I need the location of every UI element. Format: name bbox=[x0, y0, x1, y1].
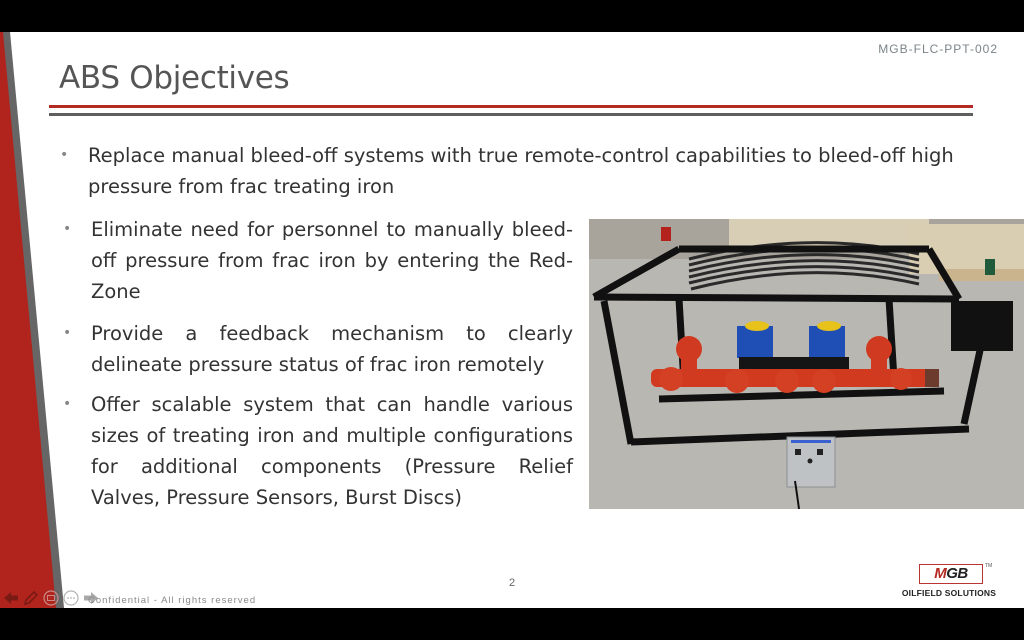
trademark-symbol: TM bbox=[985, 563, 993, 569]
logo-mark bbox=[919, 564, 983, 584]
bullet-item bbox=[60, 140, 960, 202]
bullet-text: Offer scalable system that can handle various sizes of treating iron and multiple configurations for additional components (Pressure Relief Valves, Pressure Sensors, Burst Discs) bbox=[91, 393, 573, 509]
equipment-illustration bbox=[589, 219, 1024, 509]
pen-tool-button[interactable] bbox=[22, 590, 40, 606]
slideshow-toolbar bbox=[2, 590, 100, 606]
document-code: MGB-FLC-PPT-002 bbox=[878, 42, 998, 56]
bullet-text: Replace manual bleed-off systems with true remote-control capabilities to bleed-off high pressure from frac treating iron bbox=[88, 144, 954, 198]
logo-subtitle: OILFIELD SOLUTIONS bbox=[901, 588, 997, 598]
bullet-text: Provide a feedback mechanism to clearly delineate pressure status of frac iron remotely bbox=[91, 322, 573, 376]
more-icon bbox=[63, 590, 79, 606]
more-options-button[interactable] bbox=[62, 590, 80, 606]
slide-view-button[interactable] bbox=[42, 590, 60, 606]
arrow-left-icon bbox=[3, 591, 19, 605]
company-logo bbox=[897, 564, 1001, 602]
bullet-dot-icon: • bbox=[63, 396, 72, 412]
logo-letter: M bbox=[934, 565, 947, 582]
pencil-icon bbox=[23, 590, 39, 606]
bullet-item bbox=[63, 318, 573, 380]
bullet-text: Eliminate need for personnel to manually bleed-off pressure from frac iron by entering the Red-Zone bbox=[91, 218, 573, 303]
logo-letter: G bbox=[946, 565, 958, 582]
page-number: 2 bbox=[509, 577, 516, 589]
bullet-item bbox=[63, 389, 573, 513]
bullet-dot-icon: • bbox=[63, 325, 72, 341]
bullet-dot-icon: • bbox=[60, 147, 69, 163]
bullet-dot-icon: • bbox=[63, 221, 72, 237]
previous-slide-button[interactable] bbox=[2, 590, 20, 606]
slide-title: ABS Objectives bbox=[59, 60, 290, 96]
logo-letter: B bbox=[957, 565, 968, 582]
title-rule-red bbox=[49, 105, 973, 108]
slides-icon bbox=[43, 590, 59, 606]
confidential-footer: Confidential - All rights reserved bbox=[88, 595, 257, 606]
bullet-item bbox=[63, 214, 573, 307]
title-rule-grey bbox=[49, 113, 973, 116]
equipment-photo bbox=[589, 219, 1024, 509]
presentation-slide bbox=[0, 32, 1024, 608]
